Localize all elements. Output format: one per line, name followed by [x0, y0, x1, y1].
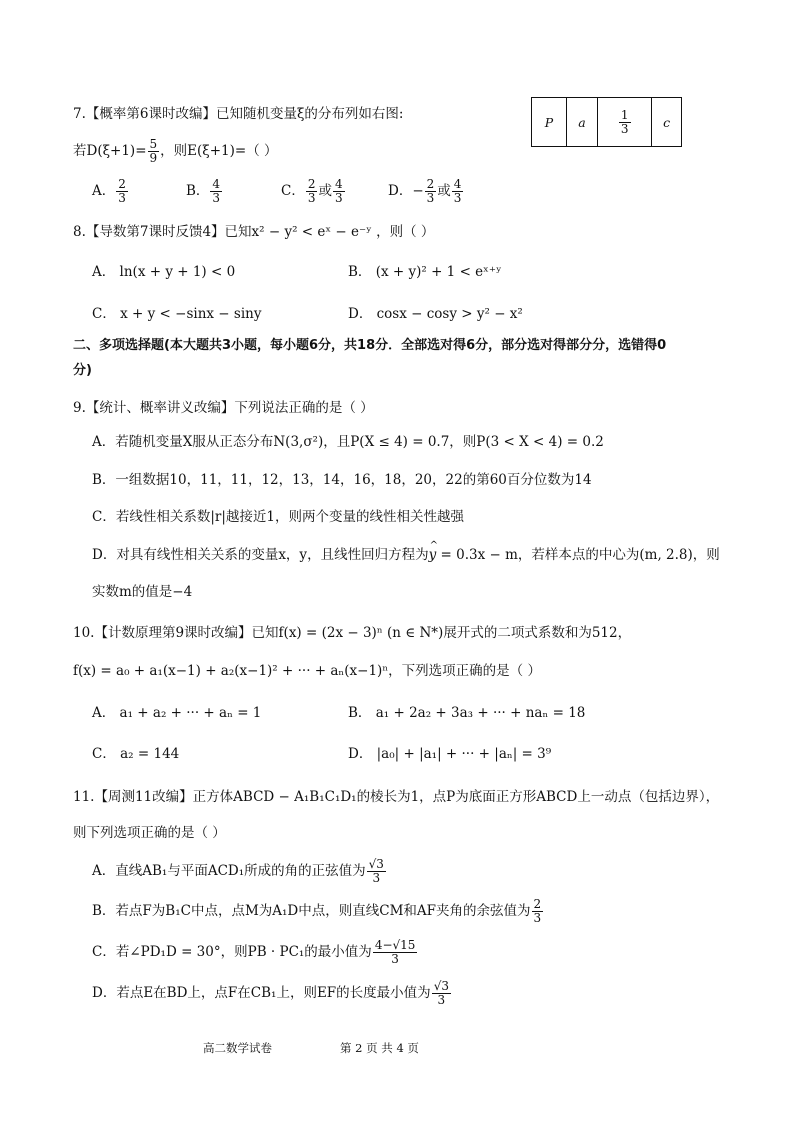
dist-cell-a: a: [566, 98, 597, 147]
q10-option-d: D． |a₀| + |a₁| + ··· + |aₙ| = 3⁹: [348, 746, 552, 762]
section-2-heading-cont: 分): [73, 363, 92, 378]
q10-expression: f(x) = a₀ + a₁(x−1) + a₂(x−1)² + ··· + aₙ(x−1)ⁿ，下列选项正确的是（ ）: [73, 663, 541, 679]
dist-cell-c: c: [652, 98, 682, 147]
q8-option-d: D． cosx − cosy > y² − x²: [348, 306, 523, 322]
q7-option-a: A． $\frac{2}{3}$: [92, 177, 126, 205]
q9-option-d: D．对具有线性相关关系的变量x，y，且线性回归方程为^ y = 0.3x − m，若样本点的中心为(m, 2.8)，则: [92, 545, 720, 565]
q8-option-b: B． (x + y)² + 1 < eˣ⁺ʸ: [348, 264, 502, 280]
q11-option-c: C．若∠PD₁D = 30°，则PB · PC₁的最小值为 $\frac{4-√15}{3}$: [92, 938, 416, 966]
q8-stem: 8.【导数第7课时反馈4】已知x² − y² < eˣ − e⁻ʸ ，则（ ）: [73, 224, 435, 240]
q11-stem: 11.【周测11改编】正方体ABCD − A₁B₁C₁D₁的棱长为1，点P为底面正方形ABCD上一动点（包括边界），: [73, 789, 720, 805]
q9-option-a: A．若随机变量X服从正态分布N(3,σ²)，且P(X ≤ 4) = 0.7，则P(3 < X < 4) = 0.2: [92, 434, 604, 450]
q7-option-c: C． $\frac{2}{3}$ 或 $\frac{4}{3}$: [281, 177, 343, 205]
section-2-heading: 二、多项选择题(本大题共3小题，每小题6分，共18分．全部选对得6分，部分选对得部分分，选错得0: [73, 338, 667, 353]
q7-stem: 7.【概率第6课时改编】已知随机变量ξ的分布列如右图:: [73, 106, 404, 122]
q11-option-a: A．直线AB₁与平面ACD₁所成的角的正弦值为 $\frac{√3}{3}$: [92, 857, 384, 885]
q11-option-d: D．若点E在BD上，点F在CB₁上，则EF的长度最小值为 $\frac{√3}{3}$: [92, 979, 449, 1007]
q8-option-c: C． x + y < −sinx − siny: [92, 306, 262, 322]
q7-option-b: B． $\frac{4}{3}$: [186, 177, 221, 205]
q9-stem: 9.【统计、概率讲义改编】下列说法正确的是（ ）: [73, 400, 374, 416]
dist-cell-third: $\frac{1}{3}$: [598, 98, 652, 147]
distribution-table: [531, 97, 682, 147]
q7-condition: 若D(ξ+1)= $\frac{5}{9}$ ，则E(ξ+1)=（ ）: [73, 137, 278, 165]
q10-option-a: A． a₁ + a₂ + ··· + aₙ = 1: [92, 705, 262, 721]
dist-cell-p: P: [532, 98, 567, 147]
q7-option-d: D．− $\frac{2}{3}$ 或 $\frac{4}{3}$: [388, 177, 462, 205]
q9-option-c: C．若线性相关系数|r|越接近1，则两个变量的线性相关性越强: [92, 509, 464, 525]
q8-option-a: A． ln(x + y + 1) < 0: [92, 264, 236, 280]
q9-option-b: B．一组数据10，11，11，12，13，14，16，18，20，22的第60百分位数为14: [92, 472, 592, 488]
q10-option-c: C． a₂ = 144: [92, 746, 180, 762]
footer-title: 高二数学试卷: [203, 1041, 272, 1055]
footer-page-number: 第 2 页 共 4 页: [340, 1041, 419, 1055]
q11-stem-cont: 则下列选项正确的是（ ）: [73, 825, 226, 841]
q9-option-d-cont: 实数m的值是−4: [92, 584, 193, 600]
q11-option-b: B．若点F为B₁C中点，点M为A₁D中点，则直线CM和AF夹角的余弦值为 $\frac{2}{3}$: [92, 897, 542, 925]
q10-stem: 10.【计数原理第9课时改编】已知f(x) = (2x − 3)ⁿ (n ∈ N*)展开式的二项式系数和为512，: [73, 625, 632, 641]
q10-option-b: B． a₁ + 2a₂ + 3a₃ + ··· + naₙ = 18: [348, 705, 586, 721]
